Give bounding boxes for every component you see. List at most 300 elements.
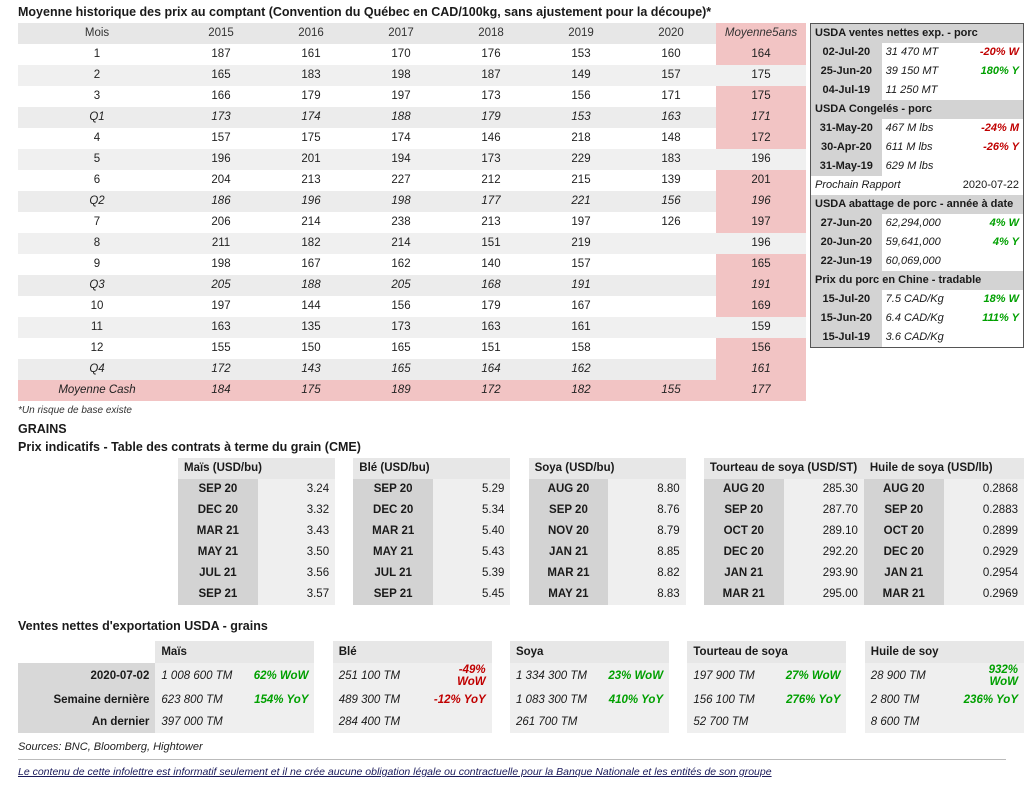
exports-value: 1 083 300 TM [510, 689, 602, 711]
usda-row [811, 119, 1023, 138]
cell [626, 359, 716, 380]
cell: 204 [211, 174, 231, 187]
futures-price: 8.79 [608, 521, 685, 542]
table-header-row [18, 23, 806, 44]
futures-month: JUL 21 [178, 563, 258, 584]
cell: 179 [481, 300, 501, 313]
futures-month: SEP 20 [864, 500, 944, 521]
usda-table [811, 24, 1023, 347]
table-row [18, 296, 806, 317]
spacer [492, 663, 510, 689]
cell: 215 [571, 174, 591, 187]
cell: 165 [391, 342, 411, 355]
usda-change [952, 328, 1023, 347]
exports-value: 623 800 TM [155, 689, 247, 711]
spacer [669, 711, 687, 733]
spacer [335, 500, 353, 521]
cell: 156 [571, 90, 591, 103]
exports-row [18, 663, 1024, 689]
cell: 158 [571, 342, 591, 355]
cell: 188 [356, 107, 446, 128]
exports-change: 23% WoW [602, 663, 669, 689]
usda-date: 15-Jul-19 [811, 328, 882, 347]
subsection-title-futures: Prix indicatifs - Table des contrats à terme du grain (CME) [18, 439, 361, 454]
futures-month: SEP 21 [353, 584, 433, 605]
futures-price: 295.00 [784, 584, 864, 605]
exports-section [0, 637, 1024, 733]
cell-moyenne: 201 [716, 170, 806, 191]
cell: 218 [571, 132, 591, 145]
cell: 153 [571, 48, 591, 61]
cell: 173 [356, 317, 446, 338]
cell-moyenne: 164 [716, 44, 806, 65]
futures-month: DEC 20 [704, 542, 784, 563]
cell-mois: 10 [90, 300, 104, 313]
futures-month: MAR 21 [178, 521, 258, 542]
cell: 153 [536, 107, 626, 128]
cell: 196 [176, 149, 266, 170]
cell: 163 [446, 317, 536, 338]
futures-month: NOV 20 [529, 521, 609, 542]
cell: 151 [481, 342, 501, 355]
exports-change: 154% YoY [247, 689, 314, 711]
usda-date: 02-Jul-20 [811, 43, 882, 62]
futures-row [178, 542, 1024, 563]
spacer [846, 663, 864, 689]
cell-mois: 2 [18, 65, 176, 86]
cell-mois: 1 [93, 48, 101, 61]
exports-change: 62% WoW [247, 663, 314, 689]
usda-date: 15-Jun-20 [811, 309, 882, 328]
cell-moyenne: 196 [716, 191, 806, 212]
cell-mois: Q2 [18, 191, 176, 212]
cell: 140 [481, 258, 501, 271]
cell: 167 [301, 258, 321, 271]
exports-value: 489 300 TM [333, 689, 425, 711]
cell: 179 [301, 90, 321, 103]
usda-date: 31-May-19 [811, 157, 882, 176]
usda-date: 04-Jul-19 [811, 81, 882, 100]
cell-moyenne: 191 [716, 275, 806, 296]
futures-price: 285.30 [784, 479, 864, 500]
futures-price: 8.83 [608, 584, 685, 605]
cell-moyenne: 177 [716, 380, 806, 401]
table-row-quarter [18, 359, 806, 380]
futures-month: MAR 21 [704, 584, 784, 605]
usda-value: 7.5 CAD/Kg [885, 293, 944, 306]
cell: 148 [661, 132, 681, 145]
futures-price: 3.24 [258, 479, 335, 500]
usda-section-header [811, 271, 1023, 290]
spacer [492, 689, 510, 711]
futures-month: MAR 21 [529, 563, 609, 584]
cell-mois: 12 [90, 342, 104, 355]
table-row [18, 149, 806, 170]
next-report-date: 2020-07-22 [952, 176, 1023, 195]
col-header-2019: 2019 [536, 23, 626, 44]
cell: 198 [356, 191, 446, 212]
cell-moyenne: 196 [716, 233, 806, 254]
cell: 171 [661, 90, 681, 103]
futures-month: MAY 21 [353, 542, 433, 563]
cell: 211 [176, 233, 266, 254]
cell [626, 296, 716, 317]
cell [626, 254, 716, 275]
futures-price: 5.39 [433, 563, 510, 584]
futures-month: AUG 20 [704, 479, 784, 500]
cell [626, 338, 716, 359]
exports-change [957, 711, 1024, 733]
spacer [510, 458, 528, 479]
futures-price: 3.56 [258, 563, 335, 584]
usda-value: 31 470 MT [885, 46, 939, 59]
cell: 139 [661, 174, 681, 187]
cell: 179 [446, 107, 536, 128]
cell: 166 [211, 90, 231, 103]
cell: 214 [356, 233, 446, 254]
futures-price: 8.76 [608, 500, 685, 521]
usda-row [811, 328, 1023, 347]
spacer [686, 479, 704, 500]
cell: 176 [481, 48, 501, 61]
col-header-2016: 2016 [266, 23, 356, 44]
cell: 174 [266, 107, 356, 128]
cell: 186 [176, 191, 266, 212]
cell: 197 [391, 90, 411, 103]
usda-value: 39 150 MT [885, 65, 939, 78]
cell-mois: Q4 [18, 359, 176, 380]
cell: 173 [481, 90, 501, 103]
usda-date: 20-Jun-20 [811, 233, 882, 252]
spacer [314, 663, 332, 689]
usda-change: 4% Y [992, 236, 1019, 249]
usda-section-header [811, 24, 1023, 43]
cell: 197 [211, 300, 231, 313]
exports-value: 28 900 TM [865, 663, 957, 689]
exports-row [18, 711, 1024, 733]
usda-value: 59,641,000 [885, 236, 941, 249]
exports-header-mais: Maïs [155, 641, 314, 663]
exports-change: 236% YoY [957, 689, 1024, 711]
cell-mois: 11 [18, 317, 176, 338]
cell: 198 [211, 258, 231, 271]
cell: 205 [176, 275, 266, 296]
futures-month: SEP 21 [178, 584, 258, 605]
cell-mois: 5 [18, 149, 176, 170]
cell: 163 [176, 317, 266, 338]
cell: 150 [301, 342, 321, 355]
futures-group-header-huile: Huile de soya (USD/lb) [864, 458, 1024, 479]
cell: 214 [301, 216, 321, 229]
table-row [18, 44, 806, 65]
table-row [18, 65, 806, 86]
futures-price: 0.2969 [944, 584, 1024, 605]
exports-header-ble: Blé [333, 641, 492, 663]
cell: 156 [391, 300, 411, 313]
usda-value: 6.4 CAD/Kg [885, 312, 944, 325]
spacer [492, 711, 510, 733]
futures-group-header-soya: Soya (USD/bu) [529, 458, 686, 479]
cell [626, 317, 716, 338]
cell: 189 [356, 380, 446, 401]
futures-month: SEP 20 [353, 479, 433, 500]
exports-row-label: An dernier [18, 711, 155, 733]
exports-change: 932% WoW [957, 663, 1024, 689]
exports-change [779, 711, 846, 733]
cell-mois: Q3 [18, 275, 176, 296]
cell: 164 [446, 359, 536, 380]
usda-change: 18% W [983, 293, 1019, 306]
cell: 173 [176, 107, 266, 128]
cell: 163 [626, 107, 716, 128]
cell: 168 [446, 275, 536, 296]
usda-section-header [811, 100, 1023, 119]
cell: 182 [536, 380, 626, 401]
cell: 165 [356, 359, 446, 380]
spacer [314, 641, 332, 663]
cell: 146 [481, 132, 501, 145]
exports-row [18, 689, 1024, 711]
spacer [669, 641, 687, 663]
cell: 155 [211, 342, 231, 355]
usda-row [811, 290, 1023, 309]
futures-month: MAY 21 [178, 542, 258, 563]
usda-heading-ventes-nettes: USDA ventes nettes exp. - porc [811, 24, 1023, 43]
spacer [686, 542, 704, 563]
usda-change [952, 252, 1023, 271]
futures-month: SEP 20 [529, 500, 609, 521]
futures-month: DEC 20 [864, 542, 944, 563]
futures-month: JAN 21 [864, 563, 944, 584]
cell: 183 [626, 149, 716, 170]
futures-month: DEC 20 [178, 500, 258, 521]
futures-price: 5.40 [433, 521, 510, 542]
cell: 143 [266, 359, 356, 380]
futures-row [178, 584, 1024, 605]
futures-month: MAR 21 [864, 584, 944, 605]
spacer [510, 563, 528, 584]
cell-moyenne: 175 [716, 86, 806, 107]
spacer [846, 689, 864, 711]
futures-price: 3.43 [258, 521, 335, 542]
exports-value: 8 600 TM [865, 711, 957, 733]
exports-value: 156 100 TM [687, 689, 779, 711]
usda-row [811, 138, 1023, 157]
usda-value: 3.6 CAD/Kg [885, 331, 944, 344]
futures-price: 5.34 [433, 500, 510, 521]
spacer [686, 521, 704, 542]
futures-price: 0.2883 [944, 500, 1024, 521]
usda-value: 62,294,000 [885, 217, 941, 230]
cell-moyenne: 156 [716, 338, 806, 359]
table-row [18, 338, 806, 359]
table-row [18, 128, 806, 149]
exports-change [602, 711, 669, 733]
futures-month: MAY 21 [529, 584, 609, 605]
next-report-label: Prochain Rapport [811, 176, 952, 195]
page-title: Moyenne historique des prix au comptant (Convention du Québec en CAD/100kg, sans ajustement pour la découpe)* [18, 5, 712, 19]
cell: 197 [571, 216, 591, 229]
spacer [686, 500, 704, 521]
spacer [314, 711, 332, 733]
cell: 149 [536, 65, 626, 86]
usda-change: -26% Y [983, 141, 1019, 154]
cell: 206 [211, 216, 231, 229]
cell: 161 [536, 317, 626, 338]
futures-price: 8.82 [608, 563, 685, 584]
usda-date: 31-May-20 [811, 119, 882, 138]
subsection-title-exports: Ventes nettes d'exportation USDA - grains [18, 618, 268, 633]
futures-month: JAN 21 [704, 563, 784, 584]
futures-price: 8.85 [608, 542, 685, 563]
cell: 238 [391, 216, 411, 229]
table-row [18, 86, 806, 107]
exports-value: 1 334 300 TM [510, 663, 602, 689]
spacer [335, 542, 353, 563]
col-header-2017: 2017 [356, 23, 446, 44]
cell: 157 [626, 65, 716, 86]
table-row-quarter [18, 275, 806, 296]
exports-row-label: 2020-07-02 [18, 663, 155, 689]
cell-moyenne: 161 [716, 359, 806, 380]
exports-change: 276% YoY [779, 689, 846, 711]
cell-moyenne: 169 [716, 296, 806, 317]
futures-month: AUG 20 [529, 479, 609, 500]
usda-row [811, 62, 1023, 81]
exports-value: 2 800 TM [865, 689, 957, 711]
usda-row [811, 233, 1023, 252]
usda-date: 15-Jul-20 [811, 290, 882, 309]
cell: 173 [446, 149, 536, 170]
spacer [335, 563, 353, 584]
cell: 162 [391, 258, 411, 271]
cell: 161 [301, 48, 321, 61]
cell-moyenne: 165 [716, 254, 806, 275]
exports-value: 284 400 TM [333, 711, 425, 733]
cell: 188 [266, 275, 356, 296]
futures-group-header-mais: Maïs (USD/bu) [178, 458, 335, 479]
cell-mois: 6 [93, 174, 101, 187]
table-row [18, 233, 806, 254]
futures-month: JUL 21 [353, 563, 433, 584]
usda-change: -24% M [981, 122, 1019, 135]
exports-change: -49% WoW [425, 663, 492, 689]
futures-price: 0.2868 [944, 479, 1024, 500]
cell [626, 233, 716, 254]
spacer [335, 479, 353, 500]
usda-value: 611 M lbs [885, 141, 933, 154]
col-header-2015: 2015 [176, 23, 266, 44]
col-header-moyenne5ans: Moyenne5ans [716, 23, 806, 44]
cell: 151 [446, 233, 536, 254]
usda-row [811, 214, 1023, 233]
spacer [686, 458, 704, 479]
col-header-2018: 2018 [446, 23, 536, 44]
cell: 212 [481, 174, 501, 187]
cell: 229 [536, 149, 626, 170]
usda-row [811, 43, 1023, 62]
cell-moyenne: 172 [716, 128, 806, 149]
table-row [18, 254, 806, 275]
exports-value: 397 000 TM [155, 711, 247, 733]
table-row [18, 170, 806, 191]
cell-moyenne: 175 [716, 65, 806, 86]
cell-mois: 7 [93, 216, 101, 229]
exports-row-label: Semaine dernière [18, 689, 155, 711]
usda-date: 22-Jun-19 [811, 252, 882, 271]
usda-change [952, 157, 1023, 176]
cell: 144 [301, 300, 321, 313]
spacer [335, 521, 353, 542]
exports-value: 52 700 TM [687, 711, 779, 733]
futures-price: 287.70 [784, 500, 864, 521]
futures-row [178, 500, 1024, 521]
futures-price: 289.10 [784, 521, 864, 542]
usda-section-header [811, 195, 1023, 214]
disclaimer-text: Le contenu de cette infolettre est informatif seulement et il ne crée aucune obligation légale ou contractuelle pour la Banque Nationale et les entités de son groupe [18, 759, 1006, 778]
futures-header-row [178, 458, 1024, 479]
spacer [510, 479, 528, 500]
futures-price: 5.29 [433, 479, 510, 500]
cell: 155 [626, 380, 716, 401]
usda-row [811, 81, 1023, 100]
futures-month: MAR 21 [353, 521, 433, 542]
spacer [669, 663, 687, 689]
cell: 194 [356, 149, 446, 170]
cell: 221 [536, 191, 626, 212]
exports-header-soya: Soya [510, 641, 669, 663]
cell-label-moyenne-cash: Moyenne Cash [18, 380, 176, 401]
cell-moyenne: 159 [716, 317, 806, 338]
cell: 170 [391, 48, 411, 61]
spacer [846, 711, 864, 733]
cell: 183 [266, 65, 356, 86]
cell: 184 [176, 380, 266, 401]
cell: 219 [536, 233, 626, 254]
futures-month: AUG 20 [864, 479, 944, 500]
cell: 157 [571, 258, 591, 271]
table-row-total [18, 380, 806, 401]
spacer [510, 521, 528, 542]
cell: 165 [176, 65, 266, 86]
table-row-quarter [18, 191, 806, 212]
spacer [510, 500, 528, 521]
cell: 167 [571, 300, 591, 313]
futures-table [178, 458, 1024, 605]
cell: 213 [301, 174, 321, 187]
cell: 182 [266, 233, 356, 254]
usda-date: 25-Jun-20 [811, 62, 882, 81]
cell: 191 [536, 275, 626, 296]
usda-date: 30-Apr-20 [811, 138, 882, 157]
spacer [510, 542, 528, 563]
exports-header-huile: Huile de soy [865, 641, 1024, 663]
spacer [686, 563, 704, 584]
col-header-mois: Mois [18, 23, 176, 44]
spacer [846, 641, 864, 663]
cell: 227 [391, 174, 411, 187]
cell: 187 [446, 65, 536, 86]
exports-change: -12% YoY [425, 689, 492, 711]
cell: 174 [391, 132, 411, 145]
futures-price: 293.90 [784, 563, 864, 584]
exports-header-tourteau: Tourteau de soya [687, 641, 846, 663]
usda-value: 467 M lbs [885, 122, 934, 135]
exports-header-row [18, 641, 1024, 663]
cell: 175 [301, 132, 321, 145]
futures-month: JAN 21 [529, 542, 609, 563]
futures-price: 5.45 [433, 584, 510, 605]
